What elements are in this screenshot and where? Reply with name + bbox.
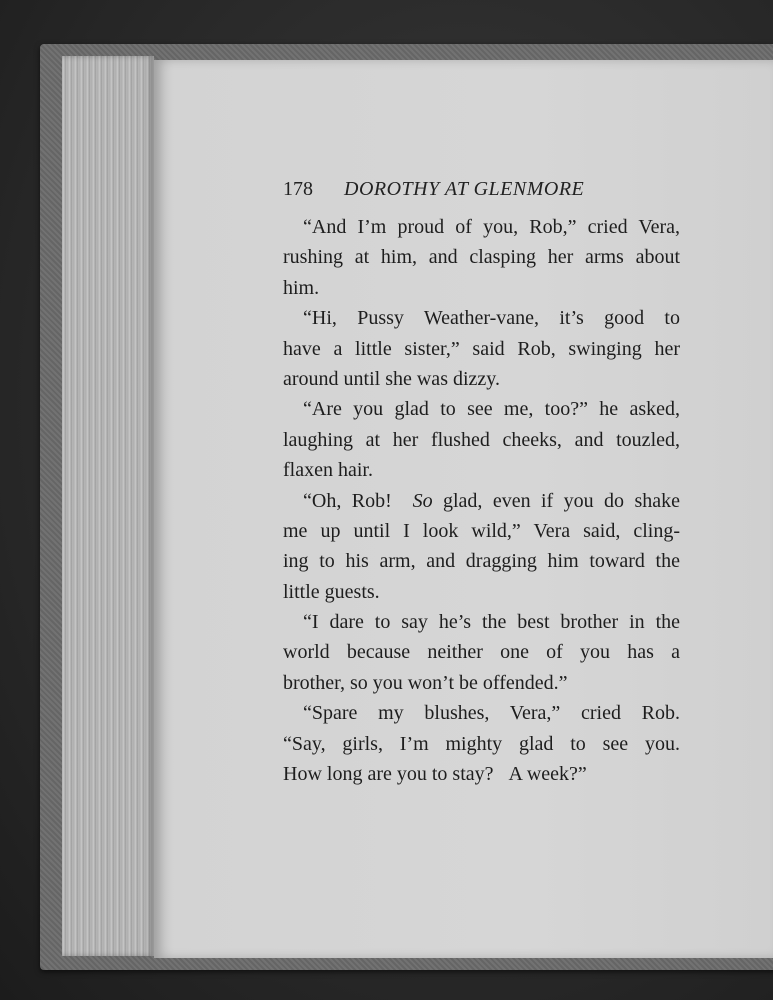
text-line: little guests.	[283, 580, 380, 603]
body-text	[283, 212, 680, 789]
page-edges	[62, 56, 154, 956]
text-line: brother, so you won’t be offended.”	[283, 671, 568, 694]
text-line: “Say, girls, I’m mighty glad to see you.	[283, 732, 680, 755]
text-line: me up until I look wild,” Vera said, cling-	[283, 519, 680, 542]
text-line	[283, 486, 680, 516]
text-line: “Spare my blushes, Vera,” cried Rob.	[303, 702, 680, 725]
text-fragment: How long are you to stay?	[283, 763, 494, 786]
text-line	[283, 759, 680, 789]
text-line: “Are you glad to see me, too?” he asked,	[303, 398, 680, 421]
text-fragment: glad, even if you do shake	[442, 489, 680, 512]
text-line: him.	[283, 276, 320, 299]
running-head: DOROTHY AT GLENMORE	[344, 178, 585, 200]
text-line: “Hi, Pussy Weather-vane, it’s good to	[303, 307, 680, 330]
page-number: 178	[283, 178, 313, 200]
text-line: “I dare to say he’s the best brother in the	[303, 611, 680, 634]
text-line: flaxen hair.	[283, 459, 373, 482]
text-line: rushing at him, and clasping her arms about	[283, 246, 680, 269]
text-fragment: A week?”	[508, 763, 587, 786]
text-fragment: “Oh, Rob!	[303, 489, 392, 512]
text-line: “And I’m proud of you, Rob,” cried Vera,	[303, 216, 680, 238]
page-header	[283, 178, 683, 201]
text-line: around until she was dizzy.	[283, 367, 500, 390]
text-line: ing to his arm, and dragging him toward the	[283, 550, 680, 573]
text-line: world because neither one of you has a	[283, 641, 680, 664]
emphasis: So	[412, 489, 433, 512]
text-line: laughing at her flushed cheeks, and touzled,	[283, 428, 680, 451]
text-line: have a little sister,” said Rob, swinging her	[283, 337, 680, 360]
